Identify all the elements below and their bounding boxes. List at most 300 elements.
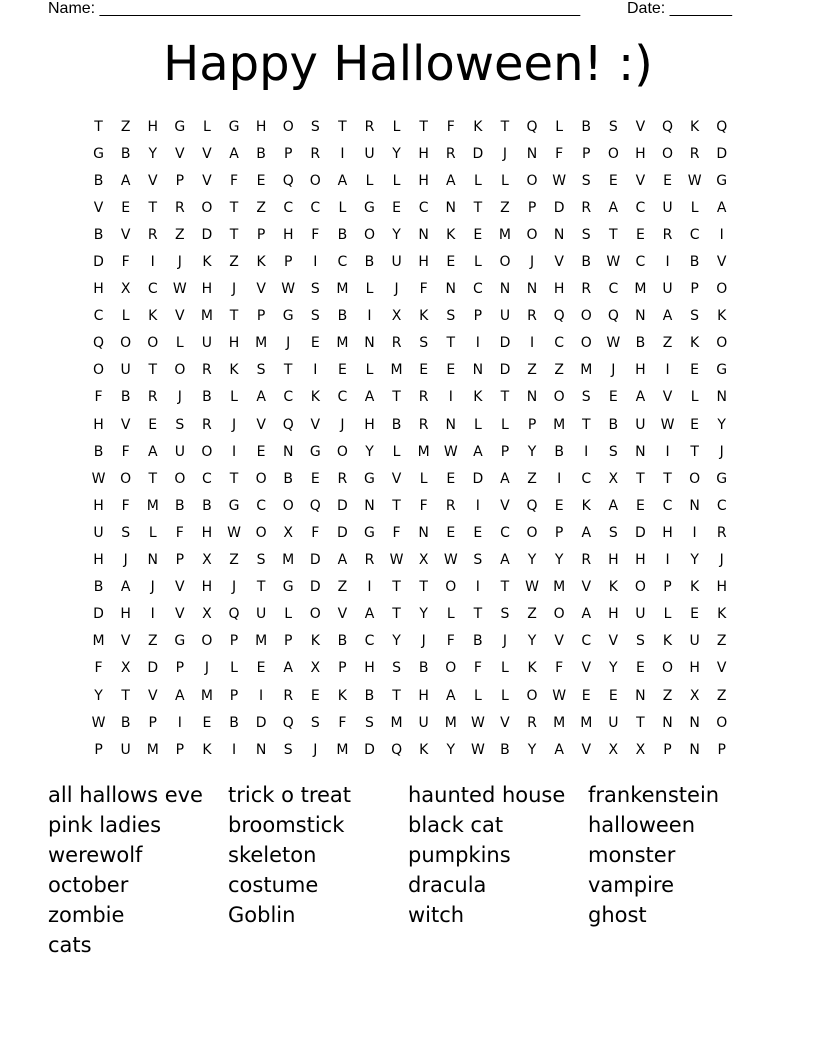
grid-letter: A	[256, 389, 266, 406]
grid-letter: N	[445, 199, 456, 216]
grid-letter: O	[201, 633, 213, 650]
grid-letter: E	[337, 362, 347, 379]
grid-letter: N	[662, 714, 673, 731]
grid-letter: L	[501, 172, 509, 189]
grid-letter: Y	[419, 606, 428, 623]
grid-letter: K	[690, 118, 700, 135]
grid-letter: E	[554, 497, 564, 514]
grid-letter: B	[364, 687, 375, 704]
grid-letter: H	[364, 660, 375, 677]
grid-letter: O	[282, 118, 294, 135]
grid-letter: G	[228, 118, 240, 135]
grid-letter: T	[500, 389, 510, 406]
grid-letter: Q	[662, 118, 674, 135]
grid-letter: M	[553, 416, 566, 433]
grid-letter: D	[147, 660, 159, 677]
grid-letter: H	[553, 281, 565, 298]
grid-letter: W	[443, 443, 458, 460]
grid-letter: I	[665, 443, 670, 460]
grid-letter: A	[662, 308, 673, 325]
grid-letter: P	[663, 741, 672, 758]
grid-letter: F	[175, 524, 184, 541]
grid-letter: S	[310, 308, 320, 325]
grid-letter: J	[502, 633, 508, 650]
grid-letter: N	[364, 497, 375, 514]
grid-letter: M	[146, 741, 159, 758]
word-list-item: pink ladies	[48, 813, 162, 837]
grid-letter: S	[581, 226, 591, 243]
grid-letter: A	[120, 579, 131, 596]
grid-letter: V	[581, 660, 592, 677]
grid-letter: B	[337, 226, 348, 243]
grid-letter: I	[259, 687, 264, 704]
grid-letter: D	[472, 470, 484, 487]
grid-letter: M	[200, 308, 213, 325]
grid-letter: P	[229, 687, 239, 704]
grid-letter: T	[663, 470, 672, 487]
grid-letter: W	[606, 335, 621, 352]
grid-letter: E	[256, 172, 266, 189]
grid-letter: N	[635, 443, 646, 460]
grid-letter: T	[636, 714, 645, 731]
grid-letter: D	[255, 714, 267, 731]
grid-letter: E	[635, 660, 645, 677]
grid-letter: O	[147, 335, 159, 352]
grid-letter: P	[283, 633, 293, 650]
grid-letter: W	[443, 552, 458, 569]
grid-letter: S	[121, 524, 131, 541]
grid-letter: E	[635, 497, 645, 514]
grid-letter: W	[525, 579, 539, 596]
grid-letter: T	[392, 579, 401, 596]
grid-letter: N	[147, 552, 158, 569]
grid-letter: E	[608, 172, 618, 189]
grid-letter: V	[608, 633, 619, 650]
grid-letter: Y	[717, 416, 726, 433]
grid-letter: Q	[282, 416, 294, 433]
grid-letter: O	[363, 226, 375, 243]
grid-letter: T	[229, 470, 239, 487]
grid-letter: C	[147, 281, 158, 298]
grid-letter: F	[446, 633, 455, 650]
grid-letter: N	[445, 416, 456, 433]
grid-letter: A	[147, 443, 158, 460]
grid-letter: M	[255, 633, 268, 650]
word-list-item: zombie	[48, 903, 125, 927]
grid-letter: F	[446, 118, 455, 135]
grid-letter: B	[229, 714, 239, 731]
name-field-line: Name: ______________________________________________________	[48, 0, 581, 17]
grid-letter: T	[229, 226, 239, 243]
grid-letter: O	[445, 579, 457, 596]
grid-letter: J	[177, 389, 182, 406]
grid-letter: L	[392, 118, 401, 135]
grid-letter: D	[337, 497, 348, 514]
grid-letter: B	[120, 389, 131, 406]
grid-letter: R	[391, 335, 402, 352]
grid-letter: T	[229, 308, 239, 325]
grid-letter: D	[499, 335, 511, 352]
grid-letter: Z	[527, 606, 537, 623]
grid-letter: T	[338, 118, 347, 135]
grid-letter: N	[689, 741, 700, 758]
grid-letter: R	[174, 199, 185, 216]
grid-letter: C	[93, 308, 104, 325]
grid-letter: Z	[527, 470, 537, 487]
grid-letter: V	[93, 199, 104, 216]
grid-letter: M	[580, 362, 593, 379]
grid-letter: P	[175, 741, 185, 758]
grid-letter: B	[391, 416, 402, 433]
grid-letter: M	[336, 741, 349, 758]
grid-letter: K	[337, 687, 347, 704]
grid-letter: N	[418, 524, 429, 541]
grid-letter: T	[690, 443, 699, 460]
grid-letter: E	[690, 606, 700, 623]
grid-letter: T	[473, 199, 483, 216]
grid-letter: J	[231, 579, 237, 596]
grid-letter: A	[364, 606, 375, 623]
grid-letter: P	[229, 633, 239, 650]
grid-letter: E	[608, 389, 618, 406]
grid-letter: S	[310, 281, 320, 298]
word-list-item: halloween	[588, 813, 696, 837]
word-list-item: october	[48, 873, 129, 897]
grid-letter: J	[719, 552, 724, 569]
grid-letter: O	[716, 714, 728, 731]
grid-letter: B	[93, 579, 104, 596]
grid-letter: W	[687, 172, 702, 189]
grid-letter: J	[611, 362, 616, 379]
grid-letter: L	[419, 470, 428, 487]
grid-letter: T	[392, 606, 401, 623]
grid-letter: V	[581, 579, 592, 596]
grid-letter: A	[581, 606, 592, 623]
grid-letter: O	[716, 335, 728, 352]
grid-letter: O	[336, 443, 348, 460]
grid-letter: I	[177, 714, 182, 731]
grid-letter: J	[231, 281, 237, 298]
grid-letter: K	[419, 308, 429, 325]
grid-letter: I	[584, 443, 589, 460]
grid-letter: G	[174, 118, 186, 135]
grid-letter: N	[526, 145, 538, 162]
grid-letter: U	[499, 308, 511, 325]
grid-letter: O	[120, 335, 132, 352]
grid-letter: H	[689, 660, 700, 677]
grid-letter: M	[255, 335, 268, 352]
grid-letter: O	[526, 524, 538, 541]
grid-letter: L	[473, 687, 482, 704]
grid-letter: O	[309, 172, 321, 189]
grid-letter: S	[392, 660, 402, 677]
grid-letter: V	[175, 579, 185, 596]
grid-letter: W	[227, 524, 241, 541]
grid-letter: R	[581, 552, 592, 569]
grid-letter: X	[635, 741, 646, 758]
grid-letter: C	[337, 254, 348, 271]
grid-letter: N	[553, 226, 565, 243]
word-list-item: costume	[228, 873, 319, 897]
grid-letter: X	[120, 281, 131, 298]
grid-letter: T	[500, 579, 510, 596]
grid-letter: H	[93, 416, 104, 433]
word-list-item: cats	[48, 933, 92, 957]
word-list-item: monster	[588, 843, 676, 867]
grid-letter: Z	[147, 633, 158, 650]
grid-letter: M	[200, 687, 213, 704]
grid-letter: D	[553, 199, 565, 216]
grid-letter: P	[175, 660, 185, 677]
grid-letter: P	[690, 281, 699, 298]
grid-letter: P	[94, 741, 103, 758]
grid-letter: L	[121, 308, 130, 325]
grid-letter: C	[662, 497, 673, 514]
grid-letter: Y	[609, 660, 618, 677]
grid-letter: I	[557, 470, 562, 487]
grid-letter: E	[310, 687, 320, 704]
word-list-item: witch	[408, 903, 465, 927]
grid-letter: C	[635, 199, 646, 216]
grid-letter: E	[446, 470, 456, 487]
grid-letter: C	[364, 633, 375, 650]
grid-letter: U	[608, 714, 619, 731]
grid-letter: Q	[282, 172, 294, 189]
grid-letter: C	[608, 281, 619, 298]
grid-letter: A	[635, 389, 646, 406]
grid-letter: G	[228, 497, 240, 514]
grid-letter: V	[500, 714, 510, 731]
grid-letter: T	[121, 687, 130, 704]
grid-letter: O	[499, 254, 511, 271]
grid-letter: A	[175, 687, 185, 704]
grid-letter: S	[581, 172, 591, 189]
grid-letter: T	[581, 416, 591, 433]
grid-letter: B	[120, 714, 131, 731]
grid-letter: L	[338, 199, 347, 216]
grid-letter: X	[120, 660, 131, 677]
grid-letter: H	[147, 118, 158, 135]
grid-letter: B	[608, 416, 619, 433]
grid-letter: O	[445, 660, 457, 677]
grid-letter: U	[255, 606, 267, 623]
grid-letter: L	[663, 606, 672, 623]
grid-letter: C	[635, 254, 646, 271]
grid-letter: X	[283, 524, 293, 541]
grid-letter: E	[635, 226, 645, 243]
grid-letter: B	[500, 741, 510, 758]
grid-letter: E	[121, 199, 131, 216]
grid-letter: A	[473, 443, 483, 460]
word-list-item: ghost	[588, 903, 647, 927]
grid-letter: C	[283, 389, 294, 406]
grid-letter: E	[473, 226, 483, 243]
grid-letter: L	[690, 389, 699, 406]
grid-letter: R	[689, 145, 700, 162]
grid-letter: W	[470, 714, 485, 731]
grid-letter: K	[202, 741, 212, 758]
grid-letter: Z	[554, 362, 564, 379]
grid-letter: K	[473, 118, 483, 135]
grid-letter: W	[660, 416, 675, 433]
grid-letter: K	[581, 497, 591, 514]
grid-letter: D	[499, 362, 511, 379]
grid-letter: U	[418, 714, 429, 731]
grid-letter: V	[202, 172, 212, 189]
grid-letter: U	[93, 524, 104, 541]
word-list-item: dracula	[408, 873, 487, 897]
grid-letter: V	[120, 416, 131, 433]
grid-letter: C	[310, 199, 321, 216]
grid-letter: G	[174, 633, 186, 650]
grid-letter: P	[582, 145, 591, 162]
grid-letter: Y	[527, 741, 537, 758]
grid-letter: U	[120, 741, 131, 758]
grid-letter: H	[635, 145, 646, 162]
grid-letter: Z	[662, 335, 673, 352]
grid-letter: K	[310, 633, 320, 650]
grid-letter: Q	[93, 335, 105, 352]
grid-letter: P	[283, 145, 293, 162]
grid-letter: R	[202, 362, 212, 379]
grid-letter: O	[716, 281, 728, 298]
grid-letter: I	[692, 524, 697, 541]
grid-letter: L	[473, 254, 482, 271]
grid-letter: C	[283, 199, 294, 216]
grid-letter: M	[390, 714, 403, 731]
grid-letter: P	[663, 579, 672, 596]
grid-letter: O	[255, 470, 267, 487]
grid-letter: E	[148, 416, 158, 433]
grid-letter: Y	[690, 552, 699, 569]
grid-letter: K	[446, 226, 456, 243]
grid-letter: V	[635, 118, 646, 135]
word-list-item: pumpkins	[408, 843, 511, 867]
grid-letter: Q	[391, 741, 403, 758]
word-list-item: broomstick	[228, 813, 345, 837]
grid-letter: L	[446, 606, 455, 623]
grid-letter: H	[418, 172, 429, 189]
grid-letter: O	[553, 606, 565, 623]
grid-letter: Z	[229, 552, 239, 569]
grid-letter: O	[309, 606, 321, 623]
grid-letter: P	[527, 416, 537, 433]
grid-letter: F	[555, 660, 564, 677]
grid-letter: T	[609, 226, 618, 243]
grid-letter: R	[147, 226, 158, 243]
grid-letter: H	[635, 362, 646, 379]
grid-letter: S	[256, 362, 266, 379]
grid-letter: B	[473, 633, 483, 650]
grid-letter: T	[473, 606, 483, 623]
grid-letter: N	[499, 281, 511, 298]
grid-letter: N	[635, 687, 646, 704]
grid-letter: R	[310, 145, 321, 162]
grid-letter: P	[527, 199, 537, 216]
grid-letter: V	[337, 606, 348, 623]
grid-letter: B	[418, 660, 429, 677]
grid-letter: T	[148, 470, 158, 487]
word-list-item: haunted house	[408, 783, 566, 807]
grid-letter: E	[581, 687, 591, 704]
grid-letter: M	[336, 335, 349, 352]
grid-letter: P	[283, 254, 293, 271]
grid-letter: V	[554, 633, 564, 650]
grid-letter: Y	[365, 443, 374, 460]
grid-letter: C	[472, 281, 483, 298]
grid-letter: S	[256, 552, 266, 569]
grid-letter: N	[689, 714, 700, 731]
grid-letter: M	[417, 443, 430, 460]
grid-letter: W	[91, 714, 106, 731]
grid-letter: H	[228, 335, 240, 352]
grid-letter: L	[501, 416, 509, 433]
grid-letter: H	[201, 281, 213, 298]
grid-letter: Y	[527, 633, 537, 650]
grid-letter: S	[473, 552, 483, 569]
grid-letter: Y	[392, 145, 401, 162]
grid-letter: B	[364, 254, 375, 271]
grid-letter: O	[93, 362, 105, 379]
grid-letter: D	[635, 524, 646, 541]
grid-letter: M	[390, 362, 403, 379]
grid-letter: H	[364, 416, 375, 433]
grid-letter: N	[689, 497, 700, 514]
grid-letter: H	[93, 497, 104, 514]
grid-letter: H	[120, 606, 131, 623]
grid-letter: J	[150, 579, 155, 596]
grid-letter: C	[256, 497, 266, 514]
grid-letter: A	[120, 172, 131, 189]
grid-letter: P	[500, 443, 510, 460]
grid-letter: T	[392, 687, 401, 704]
grid-letter: T	[419, 118, 428, 135]
grid-letter: O	[553, 389, 565, 406]
grid-letter: O	[607, 145, 619, 162]
grid-letter: H	[608, 606, 619, 623]
grid-letter: L	[148, 524, 157, 541]
grid-letter: I	[665, 254, 670, 271]
grid-letter: L	[392, 443, 401, 460]
word-list-item: vampire	[588, 873, 675, 897]
grid-letter: Y	[527, 443, 537, 460]
grid-letter: S	[310, 118, 320, 135]
word-list-item: Goblin	[228, 903, 296, 927]
grid-letter: U	[364, 145, 375, 162]
grid-letter: E	[310, 335, 320, 352]
grid-letter: C	[716, 497, 727, 514]
grid-letter: W	[470, 741, 485, 758]
grid-letter: F	[121, 443, 130, 460]
grid-letter: I	[475, 579, 480, 596]
grid-letter: Z	[662, 687, 673, 704]
grid-letter: C	[581, 470, 592, 487]
grid-letter: C	[500, 524, 510, 541]
grid-letter: B	[93, 172, 104, 189]
grid-letter: O	[580, 335, 592, 352]
grid-letter: T	[392, 497, 401, 514]
grid-letter: Z	[716, 633, 727, 650]
grid-letter: R	[364, 118, 375, 135]
grid-letter: I	[150, 254, 155, 271]
grid-letter: C	[689, 226, 700, 243]
grid-letter: T	[419, 579, 428, 596]
grid-letter: Y	[94, 687, 103, 704]
grid-letter: Z	[175, 226, 185, 243]
word-list-item: all hallows eve	[48, 783, 203, 807]
grid-letter: C	[554, 335, 565, 352]
grid-letter: J	[313, 741, 318, 758]
